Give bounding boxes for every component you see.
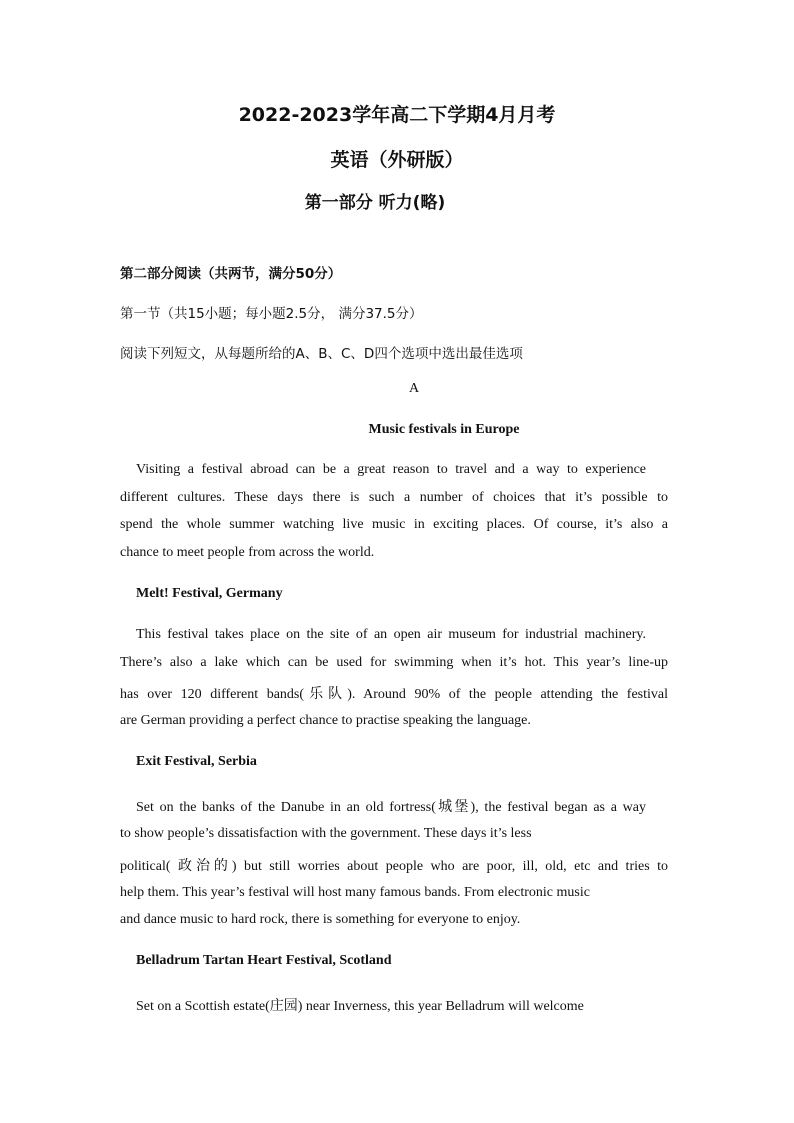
passage-title: Music festivals in Europe — [368, 422, 520, 437]
festival-text-line: Set on a Scottish estate(庄园) near Inverness, this year Belladrum will welcome — [136, 999, 584, 1014]
intro-line: Visiting a festival abroad can be a great reason to travel and a way to experience — [136, 462, 646, 477]
exam-subject: 英语（外研版） — [330, 149, 464, 171]
festival-text-line: Set on the banks of the Danube in an old fortress(城堡), the festival began as a way — [136, 800, 646, 815]
intro-line: chance to meet people from across the world. — [120, 545, 375, 560]
festival-text-line: political( 政治的) but still worries about people who are poor, ill, old, etc and tries to — [120, 859, 668, 874]
festival-text-line: are German providing a perfect chance to practise speaking the language. — [120, 713, 531, 728]
intro-line: spend the whole summer watching live music in exciting places. Of course, it’s also a — [120, 517, 668, 532]
festival-heading-exit: Exit Festival, Serbia — [136, 754, 257, 769]
festival-text-line: This festival takes place on the site of an open air museum for industrial machinery. — [136, 627, 646, 642]
intro-line: different cultures. These days there is such a number of choices that it’s possible to — [120, 490, 668, 505]
festival-heading-melt: Melt! Festival, Germany — [136, 586, 283, 601]
festival-text-line: help them. This year’s festival will host many famous bands. From electronic music — [120, 885, 590, 900]
subsection-title: 第一节（共15小题；每小题2.5分， 满分37.5分） — [120, 306, 423, 322]
festival-text-line: and dance music to hard rock, there is something for everyone to enjoy. — [120, 912, 521, 927]
festival-text-line: to show people’s dissatisfaction with the government. These days it’s less — [120, 826, 532, 841]
festival-heading-belladrum: Belladrum Tartan Heart Festival, Scotland — [136, 953, 392, 968]
passage-label: A — [408, 381, 420, 396]
section2-title: 第二部分阅读（共两节，满分50分） — [120, 266, 342, 282]
part1-heading: 第一部分 听力(略) — [304, 193, 446, 213]
instruction-text: 阅读下列短文，从每题所给的A、B、C、D四个选项中选出最佳选项 — [120, 346, 523, 362]
exam-title: 2022-2023学年高二下学期4月月考 — [238, 104, 556, 126]
festival-text-line: has over 120 different bands(乐队). Around 90% of the people attending the festival — [120, 687, 668, 702]
festival-text-line: There’s also a lake which can be used for swimming when it’s hot. This year’s line-up — [120, 655, 668, 670]
